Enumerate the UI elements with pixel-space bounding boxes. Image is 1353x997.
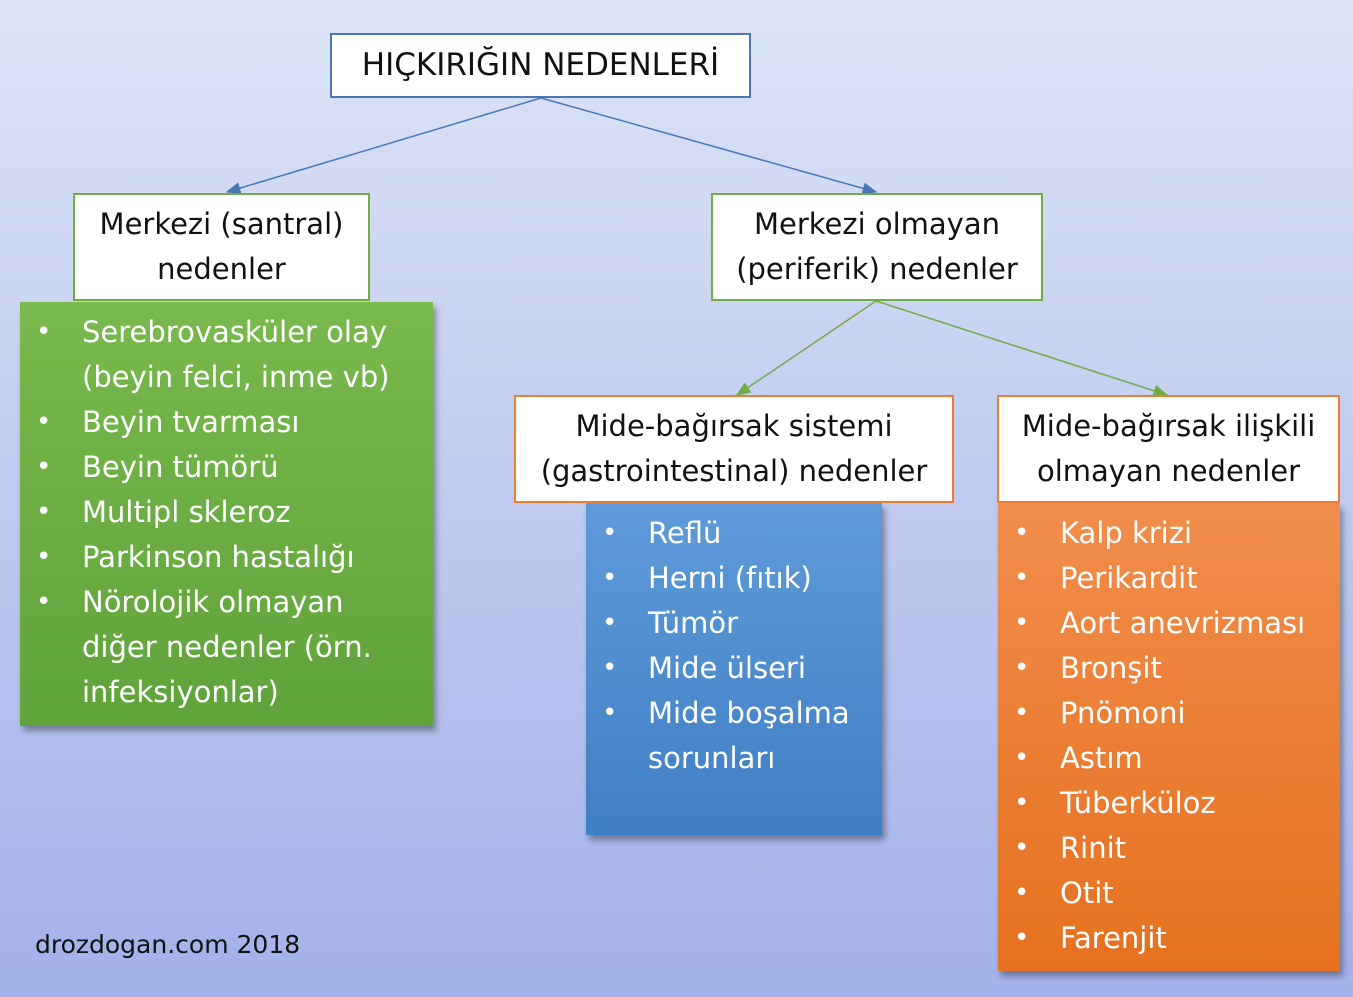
- central-heading-line2: nedenler: [157, 252, 286, 286]
- title-box: [330, 33, 751, 98]
- list-item: • Rinit: [998, 826, 1336, 871]
- central-causes-box: [73, 193, 370, 301]
- arrow-to-central: [227, 98, 541, 192]
- peripheral-heading-line2: (periferik) nedenler: [736, 252, 1018, 286]
- list-item: • Mide ülseri: [586, 646, 872, 691]
- list-item: • Perikardit: [998, 556, 1336, 601]
- non-gastrointestinal-causes-box: [997, 395, 1340, 503]
- central-causes-list: [20, 302, 433, 726]
- watermark: drozdogan.com 2018: [35, 930, 301, 959]
- list-item: • Beyin tümörü: [20, 445, 423, 490]
- list-item: • Beyin tvarması: [20, 400, 423, 445]
- list-item: • Parkinson hastalığı: [20, 535, 423, 580]
- list-item: • Reflü: [586, 511, 872, 556]
- list-item: • Otit: [998, 871, 1336, 916]
- gastrointestinal-causes-box: [514, 395, 954, 503]
- list-item: • Herni (fıtık): [586, 556, 872, 601]
- list-item: • Bronşit: [998, 646, 1336, 691]
- central-heading-line1: Merkezi (santral): [99, 207, 344, 241]
- list-item: • Pnömoni: [998, 691, 1336, 736]
- arrow-to-peripheral: [541, 98, 876, 192]
- non-gastrointestinal-heading-line2: olmayan nedenler: [1036, 454, 1301, 488]
- gastrointestinal-heading-line2: (gastrointestinal) nedenler: [540, 454, 928, 488]
- peripheral-heading-line1: Merkezi olmayan: [753, 207, 1000, 241]
- list-item: • Astım: [998, 736, 1336, 781]
- gastrointestinal-heading-line1: Mide-bağırsak sistemi: [575, 409, 893, 443]
- arrow-to-gastrointestinal: [737, 301, 876, 395]
- list-item: • Nörolojik olmayan diğer nedenler (örn. infeksiyonlar): [20, 580, 423, 715]
- list-item: • Tümör: [586, 601, 872, 646]
- list-item: • Aort anevrizması: [998, 601, 1336, 646]
- non-gastrointestinal-causes-list: [998, 503, 1340, 971]
- gastrointestinal-causes-list: [586, 503, 882, 835]
- diagram-title: HIÇKIRIĞIN NEDENLERİ: [361, 47, 720, 83]
- list-item: • Serebrovasküler olay (beyin felci, inme vb): [20, 310, 423, 400]
- list-item: • Mide boşalma sorunları: [586, 691, 872, 781]
- list-item: • Multipl skleroz: [20, 490, 423, 535]
- list-item: • Tüberküloz: [998, 781, 1336, 826]
- non-gastrointestinal-heading-line1: Mide-bağırsak ilişkili: [1021, 409, 1316, 443]
- list-item: • Kalp krizi: [998, 511, 1336, 556]
- peripheral-causes-box: [711, 193, 1043, 301]
- arrow-to-non-gastrointestinal: [876, 301, 1167, 395]
- list-item: • Farenjit: [998, 916, 1336, 961]
